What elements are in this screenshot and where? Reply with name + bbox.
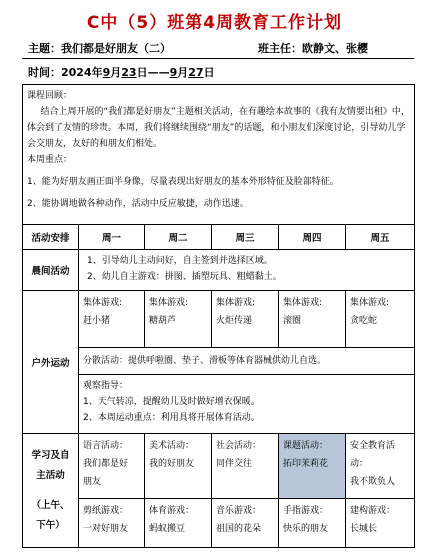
study-game-mon: 剪纸游戏： 一对好朋友 — [79, 499, 145, 548]
morning-line: 1、引导幼儿主动问好，自主签到并选择区域。 — [87, 256, 273, 266]
focus-heading: 本周重点： — [27, 155, 73, 165]
review-heading: 课程回顾： — [27, 91, 73, 101]
header-monday: 周一 — [79, 225, 145, 250]
study-activity-wed: 社会活动： 同伴交往 — [212, 434, 279, 499]
date-range: 时间：2024年9月23日——9月27日 — [28, 66, 215, 79]
theme-label: 主题：我们都是好朋友（二） — [28, 42, 171, 55]
header-activity: 活动安排 — [23, 225, 79, 250]
outdoor-game-wed: 集体游戏: 火炬传递 — [212, 291, 279, 348]
course-review-section — [23, 85, 415, 225]
weekly-plan-table — [22, 84, 415, 548]
review-text: 结合上周开展的“我们都是好朋友”主题相关活动，在有趣绘本故事的《我有友情要出租》中，体会到了友情的珍贵。本周，我们将继续围绕“朋友”的话题，和小朋友们深度讨论，引导幼儿学会交朋友，友好的和朋友们相处。 — [27, 107, 410, 149]
scattered-activity: 分散活动：提供呼啦圈、垫子、滑板等体育器械供幼儿自选。 — [79, 348, 415, 375]
header-wednesday: 周三 — [212, 225, 279, 250]
focus-item: 2、能协调地做各种动作，活动中反应敏捷，动作迅速。 — [27, 199, 249, 209]
outdoor-game-thu: 集体游戏: 滚圈 — [279, 291, 346, 348]
outdoor-game-fri: 集体游戏: 贪吃蛇 — [346, 291, 415, 348]
morning-line: 2、幼儿自主游戏：拼图、插塑玩具、粗蜡黏土。 — [87, 272, 282, 282]
teacher-label: 班主任：欧静文、张樱 — [258, 42, 368, 55]
morning-label: 晨间活动 — [23, 250, 79, 291]
study-activity-fri: 安全教育活 动： 我不欺负人 — [346, 434, 415, 499]
page-title: C中（5）班第4周教育工作计划 — [86, 13, 343, 33]
outdoor-label: 户外运动 — [23, 291, 79, 434]
observe-item: 2、本周运动重点：利用具将开展体育活动。 — [83, 413, 260, 423]
observation-guidance — [79, 375, 415, 434]
study-activity-mon: 语言活动： 我们都是好 朋友 — [79, 434, 145, 499]
focus-item: 1、能为好朋友画正面半身像，尽量表现出好朋友的基本外形特征及脸部特征。 — [27, 177, 339, 187]
study-activity-tue: 美术活动： 我的好朋友 — [145, 434, 212, 499]
observe-item: 1、天气转凉，提醒幼儿及时做好增衣保暖。 — [83, 397, 260, 407]
study-game-thu: 手指游戏： 快乐的朋友 — [279, 499, 346, 548]
observe-heading: 观察指导： — [83, 381, 129, 391]
study-game-fri: 建构游戏： 长城长 — [346, 499, 415, 548]
outdoor-game-tue: 集体游戏: 糖葫芦 — [145, 291, 212, 348]
weekday-header-row — [23, 225, 415, 250]
study-activity-thu: 课题活动： 拓印茉莉花 — [279, 434, 346, 499]
study-game-tue: 体育游戏： 蚂蚁搬豆 — [145, 499, 212, 548]
study-game-wed: 音乐游戏： 祖国的花朵 — [212, 499, 279, 548]
morning-content — [79, 250, 415, 291]
header-friday: 周五 — [346, 225, 415, 250]
study-label: 学习及自 主活动 （上午、 下午） — [23, 434, 79, 548]
header-thursday: 周四 — [279, 225, 346, 250]
divider — [22, 58, 414, 59]
header-tuesday: 周二 — [145, 225, 212, 250]
outdoor-game-mon: 集体游戏: 赶小猪 — [79, 291, 145, 348]
